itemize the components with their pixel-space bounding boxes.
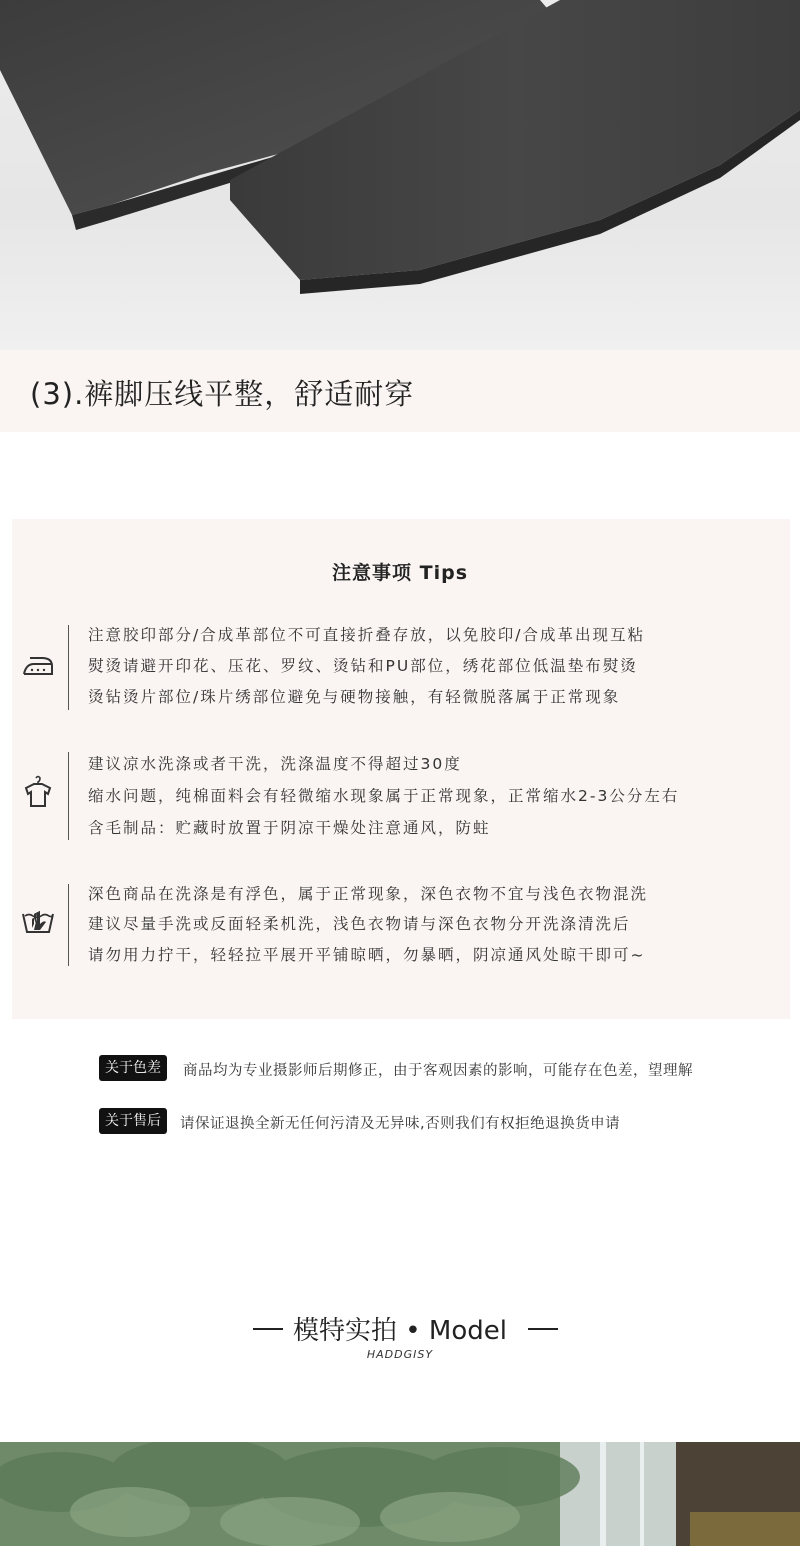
- tip-line: 建议尽量手洗或反面轻柔机洗，浅色衣物请与深色衣物分开洗涤清洗后: [88, 915, 631, 933]
- color-difference-text: 商品均为专业摄影师后期修正，由于客观因素的影响，可能存在色差，望理解: [183, 1063, 693, 1079]
- tip-line: 注意胶印部分/合成革部位不可直接折叠存放，以免胶印/合成革出现互粘: [88, 626, 645, 644]
- tips-divider: [68, 625, 69, 710]
- tip-line: 熨烫请避开印花、压花、罗纹、烫钻和PU部位，绣花部位低温垫布熨烫: [88, 657, 638, 675]
- trouser-hem-photo: [0, 0, 800, 350]
- model-section-title: 模特实拍 • Model: [293, 1316, 507, 1346]
- color-difference-badge: 关于色差: [99, 1055, 167, 1081]
- hem-caption: (3).裤脚压线平整，舒适耐穿: [30, 377, 415, 411]
- tips-divider: [68, 884, 69, 966]
- iron-icon: [20, 646, 56, 682]
- tip-line: 建议凉水洗涤或者干洗，洗涤温度不得超过30度: [88, 755, 462, 773]
- tip-line: 深色商品在洗涤是有浮色，属于正常现象，深色衣物不宜与浅色衣物混洗: [88, 885, 649, 903]
- hand-wash-icon: [20, 902, 56, 938]
- hanging-shirt-icon: [20, 774, 56, 810]
- tips-divider: [68, 752, 69, 840]
- title-dash-right: [528, 1328, 558, 1330]
- brand-subtitle: HADDGISY: [366, 1348, 434, 1361]
- tip-line: 缩水问题，纯棉面料会有轻微缩水现象属于正常现象，正常缩水2-3公分左右: [88, 787, 680, 805]
- tips-title: 注意事项 Tips: [332, 562, 468, 584]
- after-sales-text: 请保证退换全新无任何污清及无异味,否则我们有权拒绝退换货申请: [180, 1116, 621, 1132]
- after-sales-badge: 关于售后: [99, 1108, 167, 1134]
- tip-line: 烫钻烫片部位/珠片绣部位避免与硬物接触，有轻微脱落属于正常现象: [88, 688, 621, 706]
- model-photo: [0, 1442, 800, 1546]
- tip-line: 请勿用力拧干，轻轻拉平展开平铺晾晒，勿暴晒，阴凉通风处晾干即可~: [88, 946, 646, 964]
- tip-line: 含毛制品：贮藏时放置于阴凉干燥处注意通风，防蛀: [88, 819, 491, 837]
